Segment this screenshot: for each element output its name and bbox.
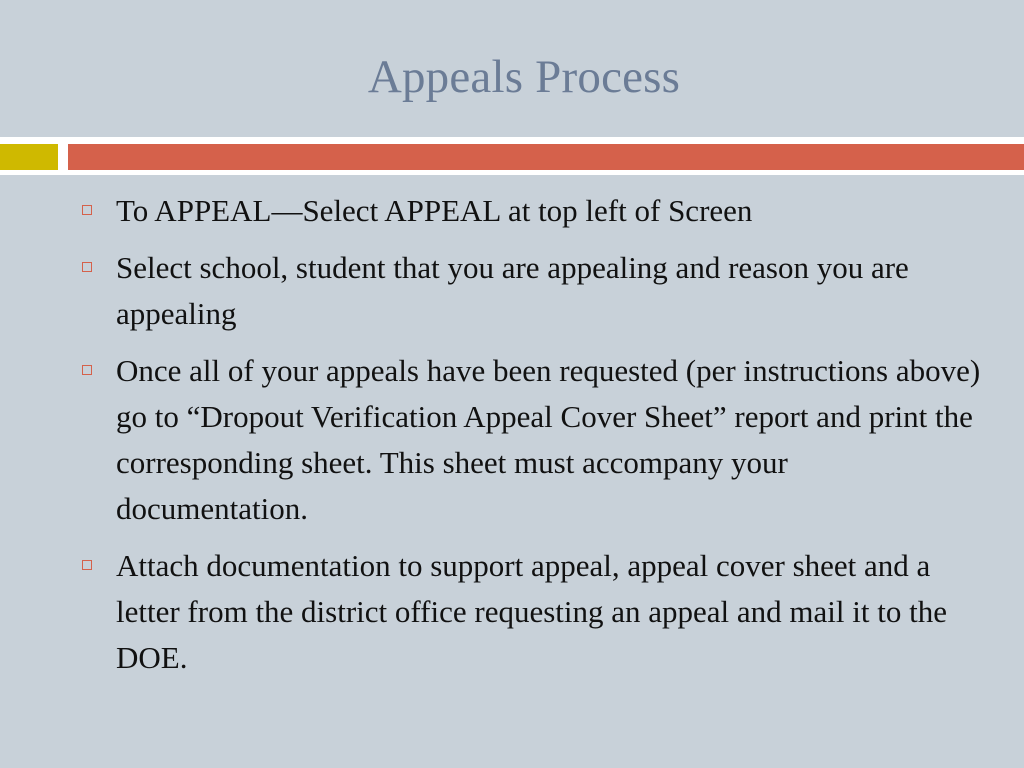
orange-accent-bar bbox=[68, 144, 1024, 170]
bullet-text: Attach documentation to support appeal, appeal cover sheet and a letter from the district office requesting an appeal and mail it to the DOE. bbox=[116, 548, 947, 675]
hollow-square-bullet-icon bbox=[82, 365, 92, 375]
bullet-item bbox=[82, 543, 982, 681]
bullet-text: Select school, student that you are appealing and reason you are appealing bbox=[116, 250, 909, 331]
bullet-item bbox=[82, 188, 982, 234]
bullet-item bbox=[82, 348, 982, 532]
hollow-square-bullet-icon bbox=[82, 560, 92, 570]
bullet-text: To APPEAL—Select APPEAL at top left of Screen bbox=[116, 193, 753, 228]
yellow-accent-bar bbox=[0, 144, 58, 170]
bullet-list bbox=[82, 188, 982, 692]
slide-title: Appeals Process bbox=[367, 51, 681, 103]
hollow-square-bullet-icon bbox=[82, 262, 92, 272]
bullet-item bbox=[82, 245, 982, 337]
hollow-square-bullet-icon bbox=[82, 205, 92, 215]
bullet-text: Once all of your appeals have been requested (per instructions above) go to “Dropout Verification Appeal Cover Sheet” report and print the corresponding sheet. This sheet must accompany your documentation. bbox=[116, 353, 981, 526]
